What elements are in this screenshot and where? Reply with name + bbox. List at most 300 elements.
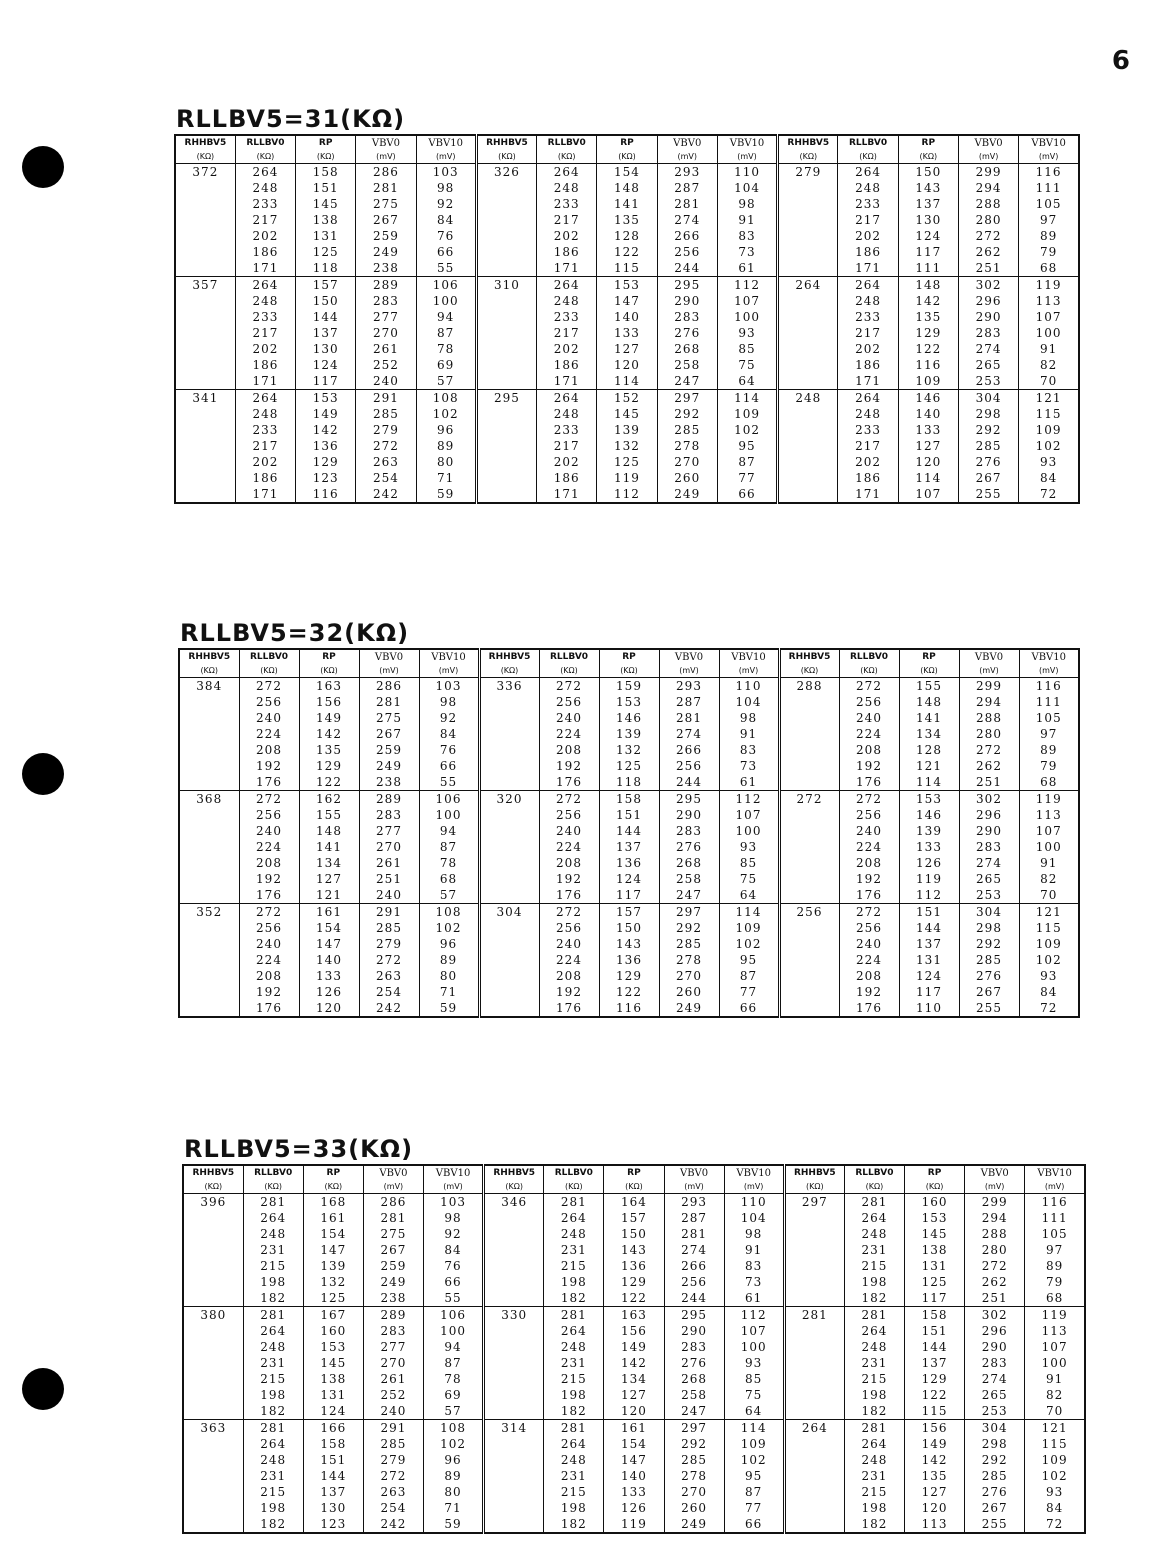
value-cell: 186 xyxy=(235,244,295,260)
value-cell: 198 xyxy=(243,1500,303,1516)
value-cell: 208 xyxy=(839,968,899,984)
column-header: VBV10 xyxy=(1025,1165,1085,1181)
value-cell: 262 xyxy=(965,1274,1025,1290)
value-cell: 70 xyxy=(1019,887,1079,904)
value-cell: 134 xyxy=(299,855,359,871)
value-cell: 141 xyxy=(299,839,359,855)
value-cell: 100 xyxy=(724,1339,784,1355)
rhhbv5-cell: 330 xyxy=(484,1307,544,1420)
value-cell: 84 xyxy=(416,212,476,228)
value-cell: 156 xyxy=(299,694,359,710)
column-unit: (KΩ) xyxy=(175,151,235,164)
section-title: RLLBV5=31(KΩ) xyxy=(176,105,406,133)
value-cell: 286 xyxy=(359,678,419,695)
value-cell: 55 xyxy=(416,260,476,277)
value-cell: 264 xyxy=(537,277,597,294)
column-unit: (KΩ) xyxy=(779,665,839,678)
value-cell: 240 xyxy=(539,936,599,952)
value-cell: 279 xyxy=(356,422,416,438)
value-cell: 287 xyxy=(664,1210,724,1226)
value-cell: 215 xyxy=(844,1258,904,1274)
table-row xyxy=(175,180,1079,196)
value-cell: 144 xyxy=(905,1339,965,1355)
value-cell: 182 xyxy=(243,1290,303,1307)
value-cell: 268 xyxy=(659,855,719,871)
value-cell: 285 xyxy=(664,1452,724,1468)
column-header: RHHBV5 xyxy=(484,1165,544,1181)
value-cell: 76 xyxy=(416,228,476,244)
value-cell: 92 xyxy=(424,1226,484,1242)
value-cell: 264 xyxy=(537,164,597,181)
value-cell: 192 xyxy=(539,871,599,887)
column-header: RP xyxy=(599,649,659,665)
table-row xyxy=(175,422,1079,438)
table-row xyxy=(175,373,1079,390)
table-row xyxy=(183,1274,1085,1290)
value-cell: 76 xyxy=(419,742,479,758)
value-cell: 91 xyxy=(724,1242,784,1258)
value-cell: 276 xyxy=(664,1355,724,1371)
value-cell: 124 xyxy=(599,871,659,887)
column-header: VBV10 xyxy=(719,649,779,665)
value-cell: 240 xyxy=(239,710,299,726)
column-header: VBV0 xyxy=(664,1165,724,1181)
value-cell: 254 xyxy=(356,470,416,486)
value-cell: 106 xyxy=(424,1307,484,1324)
value-cell: 231 xyxy=(544,1242,604,1258)
value-cell: 242 xyxy=(363,1516,423,1533)
value-cell: 150 xyxy=(599,920,659,936)
value-cell: 176 xyxy=(839,1000,899,1017)
value-cell: 238 xyxy=(356,260,416,277)
value-cell: 94 xyxy=(416,309,476,325)
table-row xyxy=(175,470,1079,486)
value-cell: 297 xyxy=(664,1420,724,1437)
table-row xyxy=(183,1500,1085,1516)
value-cell: 256 xyxy=(839,920,899,936)
value-cell: 126 xyxy=(899,855,959,871)
value-cell: 100 xyxy=(717,309,777,325)
value-cell: 283 xyxy=(965,1355,1025,1371)
value-cell: 141 xyxy=(597,196,657,212)
table-row xyxy=(175,325,1079,341)
value-cell: 192 xyxy=(239,871,299,887)
value-cell: 151 xyxy=(303,1452,363,1468)
value-cell: 248 xyxy=(844,1339,904,1355)
value-cell: 182 xyxy=(243,1403,303,1420)
value-cell: 224 xyxy=(839,952,899,968)
value-cell: 93 xyxy=(724,1355,784,1371)
value-cell: 297 xyxy=(659,904,719,921)
value-cell: 97 xyxy=(1019,726,1079,742)
table-row xyxy=(175,228,1079,244)
value-cell: 137 xyxy=(898,196,958,212)
table-row xyxy=(179,726,1079,742)
value-cell: 224 xyxy=(539,952,599,968)
value-cell: 138 xyxy=(905,1242,965,1258)
value-cell: 281 xyxy=(659,710,719,726)
value-cell: 186 xyxy=(838,244,898,260)
table-row xyxy=(179,1000,1079,1017)
value-cell: 134 xyxy=(604,1371,664,1387)
value-cell: 256 xyxy=(239,694,299,710)
value-cell: 109 xyxy=(1019,936,1079,952)
value-cell: 120 xyxy=(604,1403,664,1420)
value-cell: 91 xyxy=(1019,341,1079,357)
value-cell: 150 xyxy=(604,1226,664,1242)
value-cell: 109 xyxy=(1025,1452,1085,1468)
table-row xyxy=(175,406,1079,422)
value-cell: 131 xyxy=(899,952,959,968)
value-cell: 270 xyxy=(657,454,717,470)
value-cell: 217 xyxy=(235,438,295,454)
value-cell: 100 xyxy=(1019,325,1079,341)
value-cell: 285 xyxy=(363,1436,423,1452)
value-cell: 131 xyxy=(905,1258,965,1274)
value-cell: 125 xyxy=(599,758,659,774)
value-cell: 158 xyxy=(296,164,356,181)
value-cell: 139 xyxy=(303,1258,363,1274)
value-cell: 119 xyxy=(604,1516,664,1533)
value-cell: 137 xyxy=(296,325,356,341)
value-cell: 217 xyxy=(537,438,597,454)
value-cell: 104 xyxy=(719,694,779,710)
column-header: RHHBV5 xyxy=(184,138,227,148)
value-cell: 116 xyxy=(599,1000,659,1017)
value-cell: 130 xyxy=(898,212,958,228)
rhhbv5-cell: 256 xyxy=(779,904,839,1018)
value-cell: 124 xyxy=(303,1403,363,1420)
column-unit: (mV) xyxy=(719,665,779,678)
value-cell: 73 xyxy=(717,244,777,260)
value-cell: 224 xyxy=(539,726,599,742)
value-cell: 146 xyxy=(899,807,959,823)
column-header: VBV10 xyxy=(419,649,479,665)
column-unit: (mV) xyxy=(959,665,1019,678)
column-header: RP xyxy=(303,1165,363,1181)
value-cell: 117 xyxy=(905,1290,965,1307)
table-row xyxy=(183,1355,1085,1371)
value-cell: 105 xyxy=(1025,1226,1085,1242)
rhhbv5-cell: 341 xyxy=(175,390,235,504)
value-cell: 252 xyxy=(363,1387,423,1403)
value-cell: 152 xyxy=(597,390,657,407)
value-cell: 72 xyxy=(1019,1000,1079,1017)
value-cell: 108 xyxy=(424,1420,484,1437)
value-cell: 122 xyxy=(599,984,659,1000)
value-cell: 102 xyxy=(416,406,476,422)
rhhbv5-cell: 396 xyxy=(200,1195,227,1209)
value-cell: 116 xyxy=(1019,678,1079,695)
value-cell: 121 xyxy=(299,887,359,904)
value-cell: 202 xyxy=(838,228,898,244)
value-cell: 114 xyxy=(719,904,779,921)
value-cell: 153 xyxy=(599,694,659,710)
column-header: RLLBV0 xyxy=(537,135,597,151)
value-cell: 71 xyxy=(419,984,479,1000)
table-row xyxy=(179,774,1079,791)
table-row xyxy=(175,260,1079,277)
value-cell: 129 xyxy=(905,1371,965,1387)
table-row xyxy=(183,1194,1085,1211)
value-cell: 144 xyxy=(899,920,959,936)
value-cell: 59 xyxy=(424,1516,484,1533)
value-cell: 242 xyxy=(359,1000,419,1017)
column-unit: (KΩ) xyxy=(784,1181,844,1194)
value-cell: 139 xyxy=(899,823,959,839)
value-cell: 286 xyxy=(363,1194,423,1211)
value-cell: 109 xyxy=(898,373,958,390)
value-cell: 215 xyxy=(243,1484,303,1500)
value-cell: 109 xyxy=(1019,422,1079,438)
value-cell: 98 xyxy=(419,694,479,710)
value-cell: 208 xyxy=(239,855,299,871)
value-cell: 233 xyxy=(537,422,597,438)
value-cell: 254 xyxy=(363,1500,423,1516)
data-table xyxy=(182,1164,1086,1534)
value-cell: 115 xyxy=(597,260,657,277)
table-row xyxy=(179,887,1079,904)
value-cell: 139 xyxy=(597,422,657,438)
value-cell: 264 xyxy=(838,390,898,407)
value-cell: 71 xyxy=(424,1500,484,1516)
value-cell: 143 xyxy=(599,936,659,952)
value-cell: 262 xyxy=(958,244,1018,260)
value-cell: 77 xyxy=(717,470,777,486)
value-cell: 80 xyxy=(424,1484,484,1500)
value-cell: 154 xyxy=(597,164,657,181)
value-cell: 264 xyxy=(235,277,295,294)
value-cell: 272 xyxy=(539,904,599,921)
value-cell: 255 xyxy=(958,486,1018,503)
table-row xyxy=(183,1387,1085,1403)
value-cell: 182 xyxy=(844,1290,904,1307)
value-cell: 253 xyxy=(965,1403,1025,1420)
value-cell: 259 xyxy=(359,742,419,758)
value-cell: 292 xyxy=(959,936,1019,952)
section-title: RLLBV5=33(KΩ) xyxy=(184,1135,414,1163)
value-cell: 131 xyxy=(296,228,356,244)
table-row xyxy=(183,1371,1085,1387)
value-cell: 198 xyxy=(844,1274,904,1290)
value-cell: 115 xyxy=(905,1403,965,1420)
value-cell: 281 xyxy=(544,1307,604,1324)
value-cell: 114 xyxy=(724,1420,784,1437)
value-cell: 272 xyxy=(965,1258,1025,1274)
value-cell: 259 xyxy=(363,1258,423,1274)
value-cell: 274 xyxy=(664,1242,724,1258)
value-cell: 240 xyxy=(239,936,299,952)
value-cell: 89 xyxy=(1025,1258,1085,1274)
value-cell: 270 xyxy=(359,839,419,855)
value-cell: 231 xyxy=(243,1355,303,1371)
value-cell: 240 xyxy=(839,936,899,952)
table-row xyxy=(179,952,1079,968)
value-cell: 198 xyxy=(544,1274,604,1290)
value-cell: 283 xyxy=(657,309,717,325)
value-cell: 82 xyxy=(1019,357,1079,373)
column-unit: (KΩ) xyxy=(899,665,959,678)
value-cell: 69 xyxy=(416,357,476,373)
value-cell: 146 xyxy=(898,390,958,407)
column-unit: (mV) xyxy=(664,1181,724,1194)
value-cell: 66 xyxy=(424,1274,484,1290)
value-cell: 157 xyxy=(296,277,356,294)
value-cell: 142 xyxy=(604,1355,664,1371)
value-cell: 82 xyxy=(1025,1387,1085,1403)
value-cell: 270 xyxy=(664,1484,724,1500)
value-cell: 111 xyxy=(1019,180,1079,196)
column-header: RP xyxy=(899,649,959,665)
rhhbv5-cell: 272 xyxy=(779,791,839,904)
value-cell: 75 xyxy=(724,1387,784,1403)
section-rllbv5-32 xyxy=(178,618,1080,1018)
value-cell: 198 xyxy=(844,1500,904,1516)
value-cell: 264 xyxy=(844,1323,904,1339)
value-cell: 83 xyxy=(717,228,777,244)
value-cell: 119 xyxy=(597,470,657,486)
value-cell: 64 xyxy=(724,1403,784,1420)
value-cell: 215 xyxy=(243,1258,303,1274)
value-cell: 91 xyxy=(719,726,779,742)
value-cell: 304 xyxy=(959,904,1019,921)
value-cell: 75 xyxy=(719,871,779,887)
value-cell: 145 xyxy=(597,406,657,422)
value-cell: 68 xyxy=(1019,260,1079,277)
value-cell: 161 xyxy=(604,1420,664,1437)
table-row xyxy=(183,1420,1085,1437)
value-cell: 263 xyxy=(356,454,416,470)
value-cell: 270 xyxy=(659,968,719,984)
value-cell: 292 xyxy=(657,406,717,422)
value-cell: 258 xyxy=(664,1387,724,1403)
column-header: RHHBV5 xyxy=(192,1168,235,1178)
value-cell: 151 xyxy=(905,1323,965,1339)
rhhbv5-cell: 326 xyxy=(476,164,536,277)
value-cell: 217 xyxy=(235,325,295,341)
value-cell: 267 xyxy=(958,470,1018,486)
value-cell: 96 xyxy=(424,1452,484,1468)
value-cell: 153 xyxy=(597,277,657,294)
rhhbv5-cell: 304 xyxy=(479,904,539,1018)
value-cell: 266 xyxy=(657,228,717,244)
value-cell: 217 xyxy=(235,212,295,228)
value-cell: 143 xyxy=(898,180,958,196)
value-cell: 281 xyxy=(243,1194,303,1211)
rhhbv5-cell: 380 xyxy=(183,1307,243,1420)
value-cell: 224 xyxy=(239,726,299,742)
value-cell: 277 xyxy=(359,823,419,839)
value-cell: 96 xyxy=(419,936,479,952)
value-cell: 160 xyxy=(905,1194,965,1211)
value-cell: 102 xyxy=(717,422,777,438)
value-cell: 294 xyxy=(965,1210,1025,1226)
table-row xyxy=(179,710,1079,726)
rhhbv5-cell: 279 xyxy=(778,164,838,277)
value-cell: 240 xyxy=(539,710,599,726)
value-cell: 91 xyxy=(717,212,777,228)
value-cell: 126 xyxy=(299,984,359,1000)
value-cell: 97 xyxy=(1019,212,1079,228)
value-cell: 122 xyxy=(299,774,359,791)
value-cell: 132 xyxy=(303,1274,363,1290)
value-cell: 135 xyxy=(905,1468,965,1484)
value-cell: 288 xyxy=(965,1226,1025,1242)
column-header: VBV0 xyxy=(363,1165,423,1181)
table-row xyxy=(183,1290,1085,1307)
value-cell: 268 xyxy=(657,341,717,357)
value-cell: 97 xyxy=(1025,1242,1085,1258)
rhhbv5-cell: 384 xyxy=(196,679,223,693)
value-cell: 129 xyxy=(599,968,659,984)
value-cell: 98 xyxy=(416,180,476,196)
table-row xyxy=(175,341,1079,357)
value-cell: 127 xyxy=(898,438,958,454)
column-header: RP xyxy=(604,1165,664,1181)
value-cell: 114 xyxy=(899,774,959,791)
value-cell: 154 xyxy=(604,1436,664,1452)
value-cell: 89 xyxy=(424,1468,484,1484)
data-table xyxy=(174,134,1080,504)
value-cell: 304 xyxy=(958,390,1018,407)
value-cell: 186 xyxy=(537,470,597,486)
value-cell: 267 xyxy=(965,1500,1025,1516)
value-cell: 248 xyxy=(838,180,898,196)
column-unit: (KΩ) xyxy=(537,151,597,164)
value-cell: 110 xyxy=(724,1194,784,1211)
value-cell: 283 xyxy=(958,325,1018,341)
value-cell: 299 xyxy=(958,164,1018,181)
value-cell: 217 xyxy=(537,325,597,341)
value-cell: 96 xyxy=(416,422,476,438)
value-cell: 258 xyxy=(657,357,717,373)
value-cell: 264 xyxy=(838,277,898,294)
value-cell: 274 xyxy=(965,1371,1025,1387)
value-cell: 145 xyxy=(303,1355,363,1371)
value-cell: 135 xyxy=(299,742,359,758)
value-cell: 224 xyxy=(239,952,299,968)
value-cell: 93 xyxy=(717,325,777,341)
value-cell: 202 xyxy=(235,228,295,244)
value-cell: 264 xyxy=(243,1210,303,1226)
value-cell: 66 xyxy=(717,486,777,503)
value-cell: 304 xyxy=(965,1420,1025,1437)
value-cell: 276 xyxy=(965,1484,1025,1500)
value-cell: 256 xyxy=(839,807,899,823)
value-cell: 133 xyxy=(604,1484,664,1500)
value-cell: 78 xyxy=(416,341,476,357)
value-cell: 215 xyxy=(544,1484,604,1500)
value-cell: 142 xyxy=(898,293,958,309)
value-cell: 66 xyxy=(419,758,479,774)
column-header: VBV0 xyxy=(958,135,1018,151)
value-cell: 153 xyxy=(296,390,356,407)
value-cell: 278 xyxy=(659,952,719,968)
value-cell: 264 xyxy=(838,164,898,181)
value-cell: 280 xyxy=(965,1242,1025,1258)
value-cell: 290 xyxy=(965,1339,1025,1355)
value-cell: 256 xyxy=(239,807,299,823)
value-cell: 110 xyxy=(719,678,779,695)
table-row xyxy=(175,486,1079,503)
value-cell: 71 xyxy=(416,470,476,486)
column-header: VBV0 xyxy=(659,649,719,665)
value-cell: 118 xyxy=(296,260,356,277)
value-cell: 176 xyxy=(239,774,299,791)
value-cell: 140 xyxy=(898,406,958,422)
value-cell: 66 xyxy=(416,244,476,260)
value-cell: 295 xyxy=(657,277,717,294)
